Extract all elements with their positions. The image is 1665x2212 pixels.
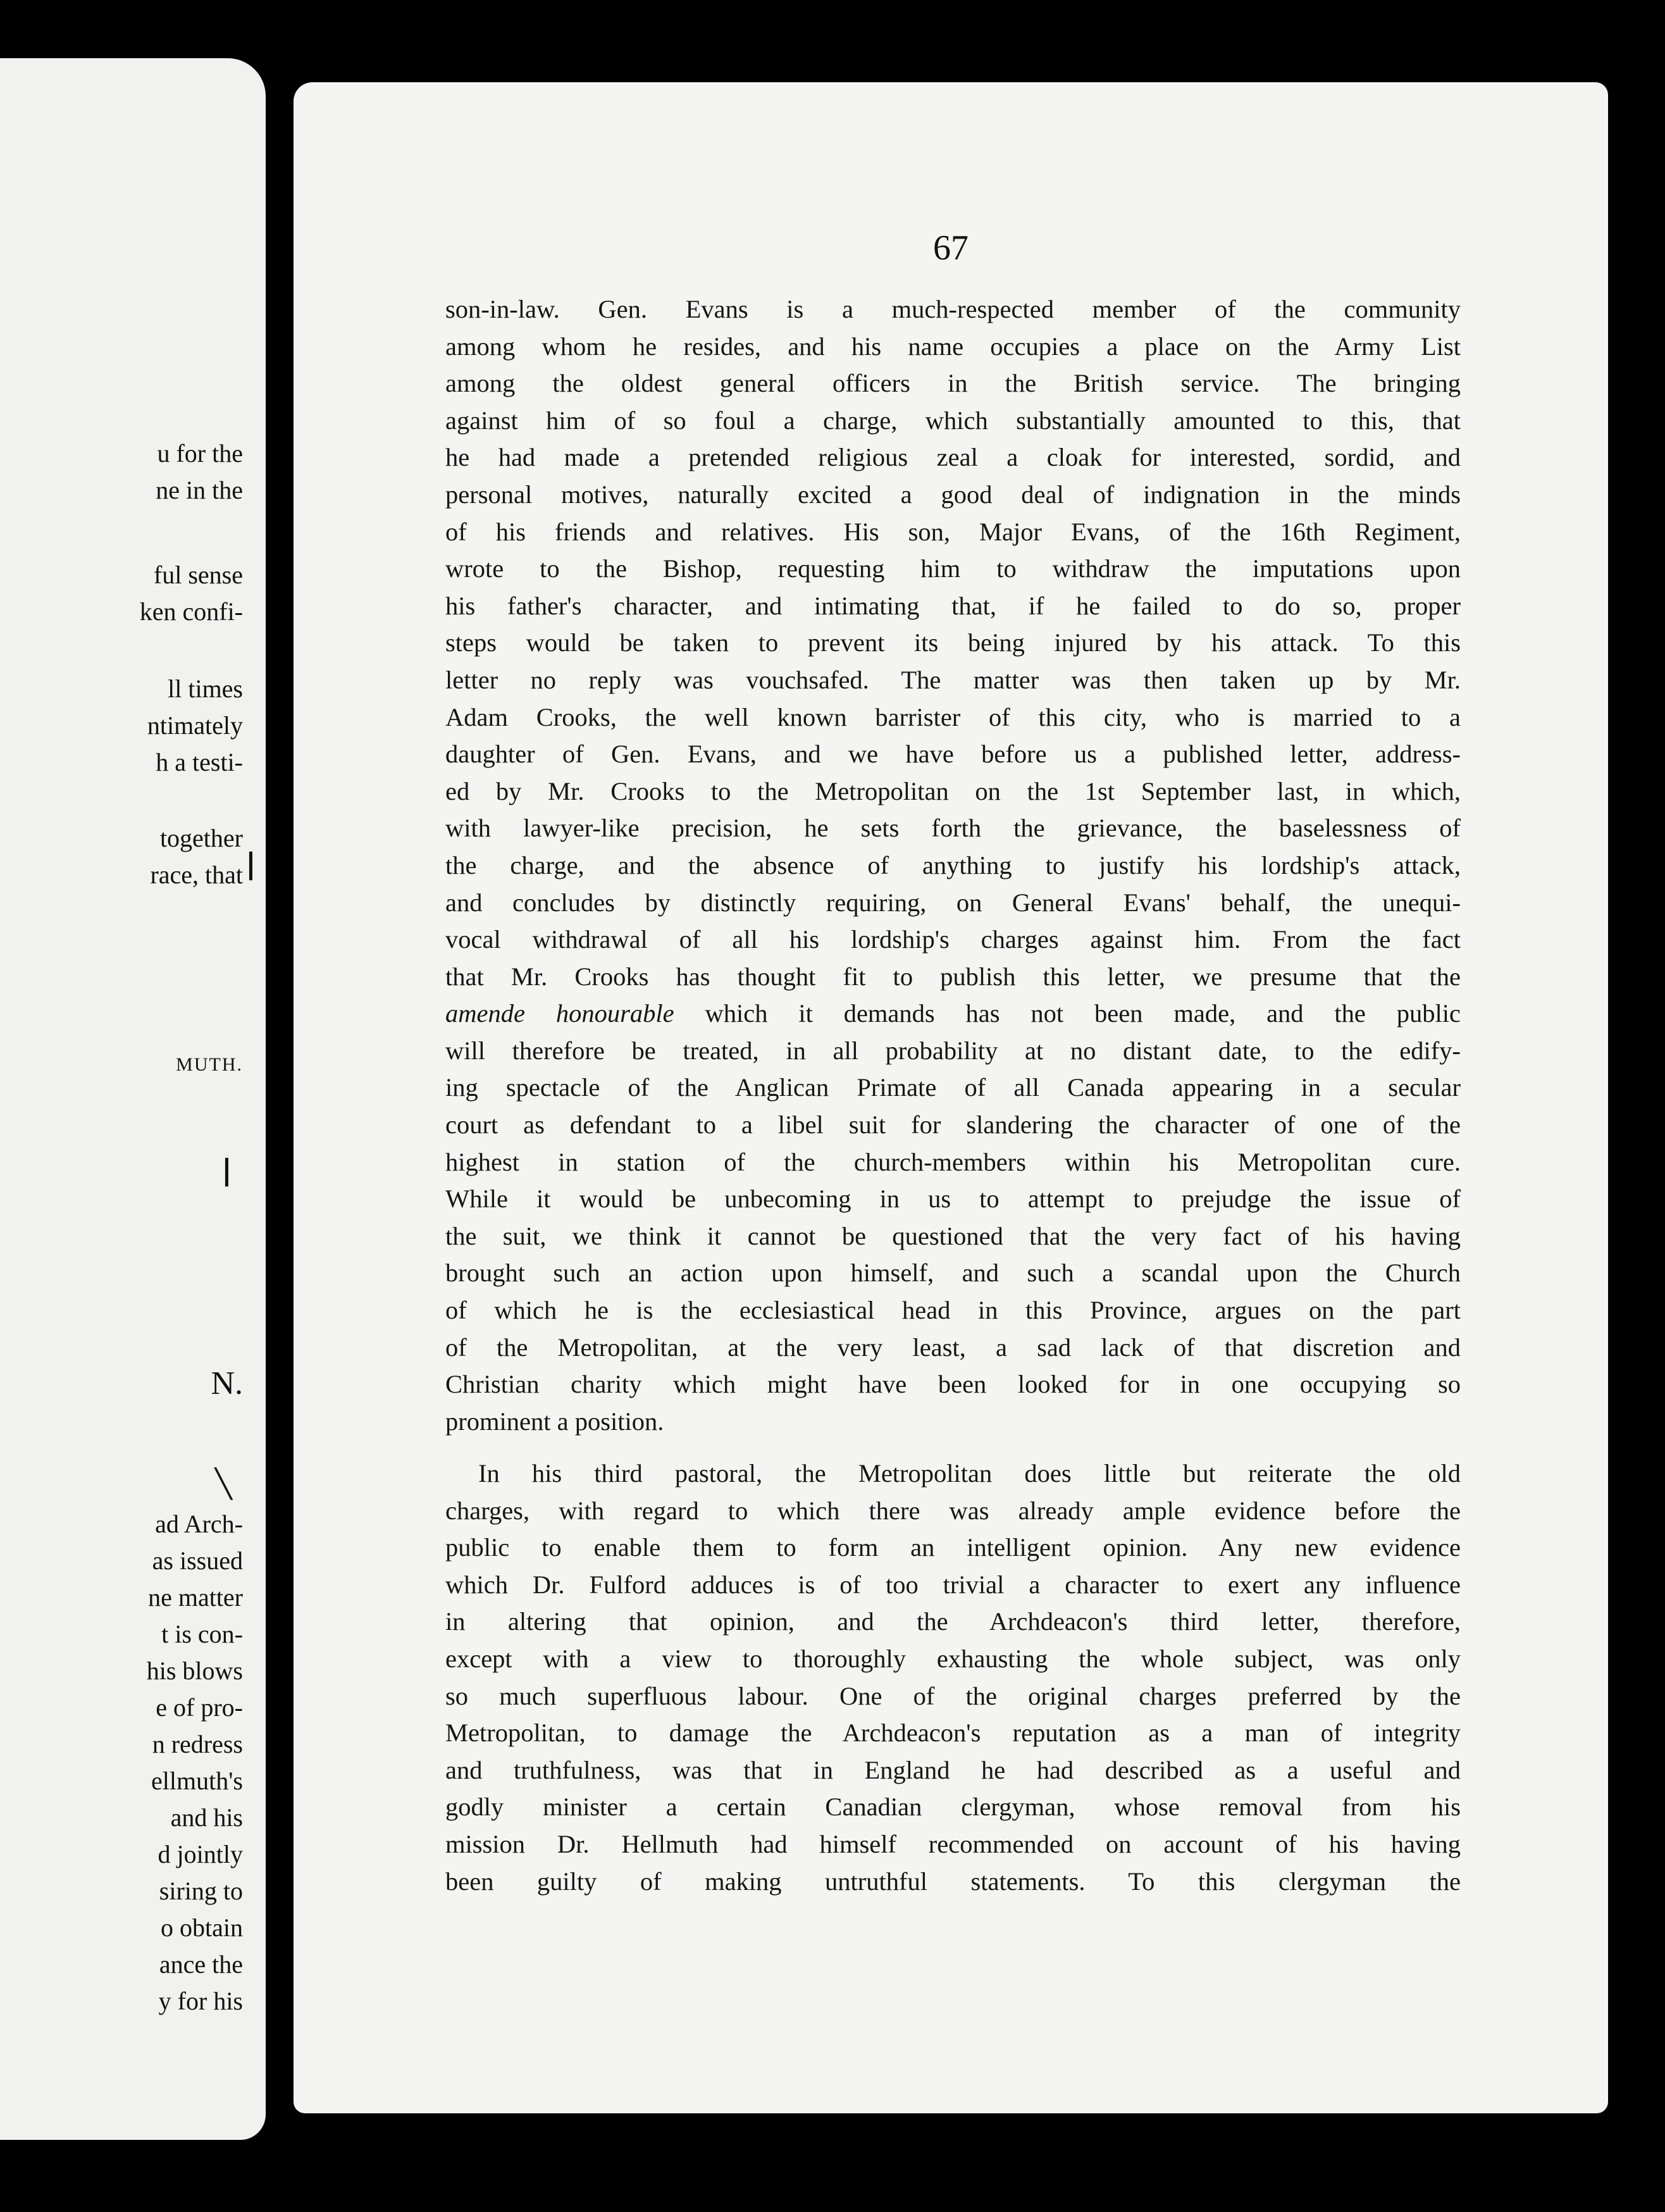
left-fragment-line: ance the xyxy=(159,1950,243,1979)
left-fragment-line: ne in the xyxy=(156,476,243,504)
text-line: ing spectacle of the Anglican Primate of all Canada appearing in a secular xyxy=(445,1073,1461,1102)
text-line: and truthfulness, was that in England he had described as a useful and xyxy=(445,1755,1461,1784)
text-line: of his friends and relatives. His son, Major Evans, of the 16th Regiment, xyxy=(445,517,1461,546)
text-line: in altering that opinion, and the Archdeacon's third letter, therefore, xyxy=(445,1607,1461,1636)
text-line: letter no reply was vouchsafed. The matter was then taken up by Mr. xyxy=(445,665,1461,694)
left-fragment-line: and his xyxy=(170,1803,243,1832)
left-fragment-line: ad Arch- xyxy=(155,1510,243,1538)
binding-mark: ╲ xyxy=(215,1469,232,1500)
left-fragment-line: as issued xyxy=(152,1546,243,1575)
text-line: of the Metropolitan, at the very least, a sad lack of that discretion and xyxy=(445,1333,1461,1362)
left-fragment-line: h a testi- xyxy=(156,748,243,776)
left-fragment-line: ful sense xyxy=(153,561,243,589)
text-line: among the oldest general officers in the British service. The bringing xyxy=(445,369,1461,398)
left-fragment-line: together xyxy=(159,824,243,852)
text-line: ed by Mr. Crooks to the Metropolitan on the 1st September last, in which, xyxy=(445,776,1461,805)
left-fragment-line: his blows xyxy=(146,1656,243,1685)
left-fragment-line: ll times xyxy=(168,674,243,703)
text-line: public to enable them to form an intelligent opinion. Any new evidence xyxy=(445,1533,1461,1562)
left-fragment-line: y for his xyxy=(158,1987,243,2015)
text-line: While it would be unbecoming in us to attempt to prejudge the issue of xyxy=(445,1184,1461,1214)
left-fragment-line: ntimately xyxy=(147,711,243,740)
text-line: except with a view to thoroughly exhausting the whole subject, was only xyxy=(445,1644,1461,1673)
text-line-remainder: which it demands has not been made, and the public xyxy=(705,999,1461,1028)
paragraph-2 xyxy=(445,1455,1461,1900)
text-line: daughter of Gen. Evans, and we have before us a published letter, address- xyxy=(445,740,1461,769)
italic-phrase: amende honourable xyxy=(445,999,674,1028)
left-fragment-line: race, that xyxy=(150,861,243,889)
text-line: steps would be taken to prevent its being injured by his attack. To this xyxy=(445,628,1461,657)
left-fragment-line: u for the xyxy=(157,439,243,468)
text-line: highest in station of the church-members within his Metropolitan cure. xyxy=(445,1147,1461,1176)
text-line: son-in-law. Gen. Evans is a much-respected member of the community xyxy=(445,295,1461,323)
text-line: the suit, we think it cannot be questioned that the very fact of his having xyxy=(445,1221,1461,1250)
text-line: so much superfluous labour. One of the original charges preferred by the xyxy=(445,1681,1461,1710)
text-line: wrote to the Bishop, requesting him to withdraw the imputations upon xyxy=(445,554,1461,583)
left-fragment-line: ken confi- xyxy=(139,597,243,626)
left-fragment-line: ne matter xyxy=(148,1583,243,1612)
text-line: he had made a pretended religious zeal a cloak for interested, sordid, and xyxy=(445,443,1461,472)
text-line: that Mr. Crooks has thought fit to publish this letter, we presume that the xyxy=(445,962,1461,991)
left-fragment-line: d jointly xyxy=(158,1840,243,1868)
text-line: prominent a position. xyxy=(445,1407,664,1436)
text-line: Adam Crooks, the well known barrister of this city, who is married to a xyxy=(445,702,1461,731)
text-line: of which he is the ecclesiastical head in this Province, argues on the part xyxy=(445,1296,1461,1325)
left-fragment-line: n redress xyxy=(152,1730,243,1758)
text-line: personal motives, naturally excited a good deal of indignation in the minds xyxy=(445,480,1461,509)
previous-page-fragment xyxy=(0,58,266,2140)
text-line: vocal withdrawal of all his lordship's charges against him. From the fact xyxy=(445,925,1461,954)
text-line: been guilty of making untruthful statements. To this clergyman the xyxy=(445,1867,1461,1896)
text-line: the charge, and the absence of anything to justify his lordship's attack, xyxy=(445,850,1461,879)
binding-mark: ❘ xyxy=(215,1155,238,1186)
text-line: with lawyer-like precision, he sets forth the grievance, the baselessness of xyxy=(445,814,1461,843)
text-line: Christian charity which might have been looked for in one occupying so xyxy=(445,1370,1461,1399)
left-fragment-line: o obtain xyxy=(161,1913,243,1942)
text-line: his father's character, and intimating that, if he failed to do so, proper xyxy=(445,591,1461,620)
left-fragment-line: siring to xyxy=(159,1877,243,1905)
text-line: will therefore be treated, in all probability at no distant date, to the edify- xyxy=(445,1036,1461,1065)
left-fragment-line: t is con- xyxy=(161,1620,243,1648)
left-fragment-signature: MUTH. xyxy=(176,1054,243,1075)
text-line: court as defendant to a libel suit for slandering the character of one of the xyxy=(445,1110,1461,1140)
book-page xyxy=(294,82,1608,2113)
left-fragment-line: e of pro- xyxy=(156,1693,243,1722)
text-line: against him of so foul a charge, which substantially amounted to this, that xyxy=(445,406,1461,435)
binding-mark: ❘ xyxy=(239,848,263,879)
text-line: In his third pastoral, the Metropolitan does little but reiterate the old xyxy=(478,1459,1461,1488)
text-line-with-italic xyxy=(445,995,1461,1033)
text-line: charges, with regard to which there was already ample evidence before the xyxy=(445,1496,1461,1525)
text-line: Metropolitan, to damage the Archdeacon's reputation as a man of integrity xyxy=(445,1718,1461,1748)
text-line: mission Dr. Hellmuth had himself recommended on account of his having xyxy=(445,1829,1461,1858)
left-fragment-line: ellmuth's xyxy=(151,1767,243,1795)
text-line: which Dr. Fulford adduces is of too trivial a character to exert any influence xyxy=(445,1570,1461,1599)
left-fragment-heading: N. xyxy=(211,1365,243,1401)
paragraph-1 xyxy=(445,291,1461,1440)
text-line: brought such an action upon himself, and such a scandal upon the Church xyxy=(445,1258,1461,1288)
text-line: godly minister a certain Canadian clergyman, whose removal from his xyxy=(445,1793,1461,1822)
page-number: 67 xyxy=(933,228,969,268)
text-line: among whom he resides, and his name occupies a place on the Army List xyxy=(445,332,1461,361)
text-line: and concludes by distinctly requiring, on General Evans' behalf, the unequi- xyxy=(445,888,1461,917)
